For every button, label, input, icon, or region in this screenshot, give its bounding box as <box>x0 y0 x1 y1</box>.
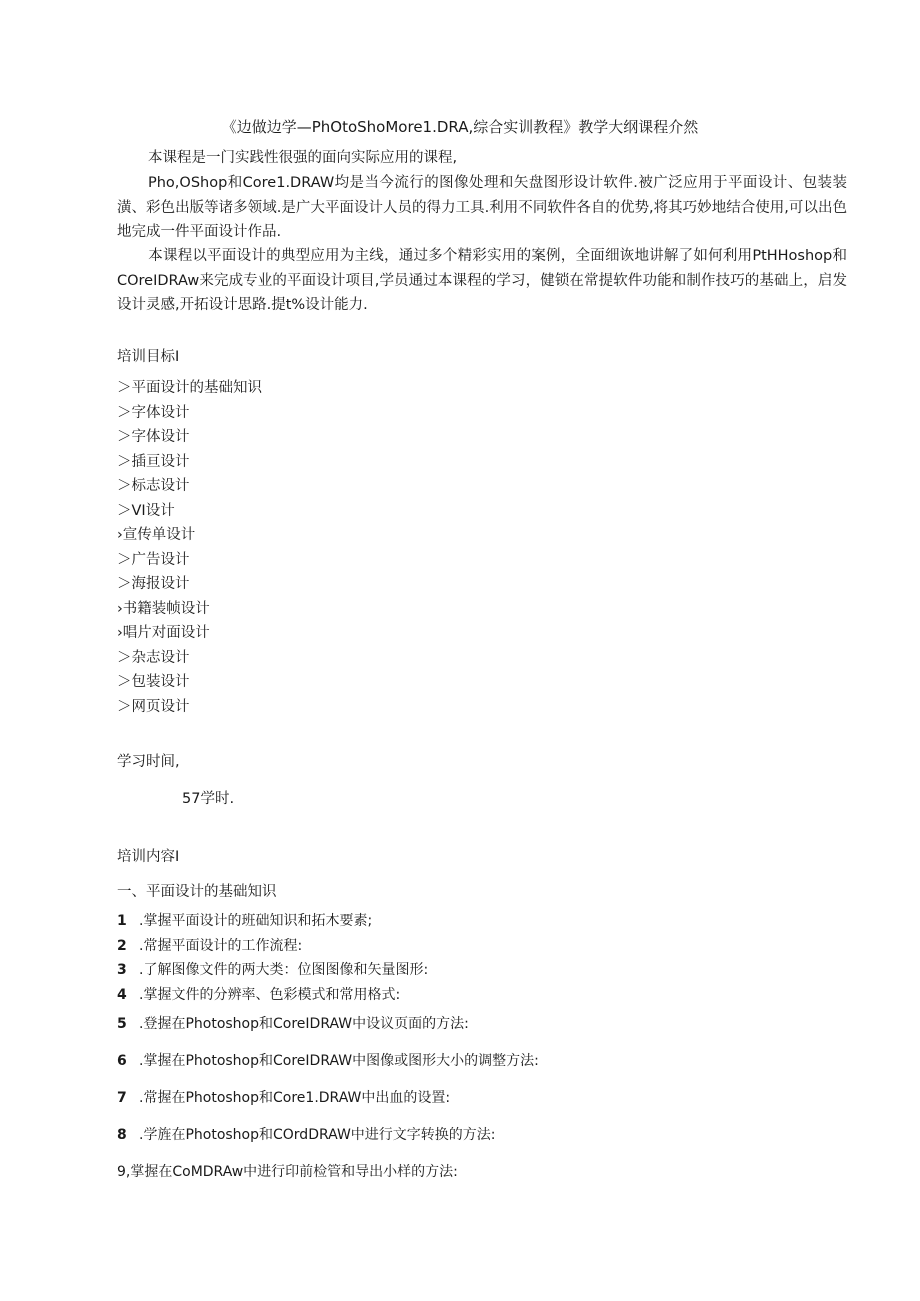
item-text: .学旌在Photoshop和COrdDRAW中进行文字转换的方法: <box>139 1127 496 1143</box>
goal-item: ＞字体设计 <box>117 404 190 421</box>
content-item <box>117 1087 450 1107</box>
study-time-value: 57学时. <box>182 791 235 807</box>
item-text: .常握平面设计的工作流程: <box>139 938 303 954</box>
item-number: 1 <box>117 913 127 929</box>
item-number: 4 <box>117 987 127 1003</box>
content-item <box>117 935 302 955</box>
item-text: .掌握文件的分辨率、色彩模式和常用格式: <box>139 987 401 1003</box>
item-text: .登握在Photoshop和CoreIDRAW中设议页面的方法: <box>139 1016 469 1032</box>
goal-item: ›宣传单设计 <box>117 527 196 543</box>
content-item <box>117 984 400 1004</box>
goals-heading: 培训目标I <box>117 349 180 365</box>
goal-item: ＞广告设计 <box>117 551 190 568</box>
content-item <box>117 959 428 979</box>
goals-list <box>117 376 262 719</box>
item-text: .掌握平面设计的班础知识和拓木要素; <box>139 913 373 929</box>
content-item <box>117 1161 458 1181</box>
content-item <box>117 1050 539 1070</box>
intro-paragraph-3 <box>117 244 847 318</box>
item-text: .掌握在Photoshop和CoreIDRAW中图像或图形大小的调整方法: <box>139 1053 539 1069</box>
item-number: 7 <box>117 1090 127 1106</box>
goal-item: ＞包装设计 <box>117 674 190 690</box>
goal-item: ＞平面设计的基础知识 <box>117 380 262 396</box>
document-title: 《边做边学—PhOtoShoMore1.DRA,综合实训教程》教学大纲课程介然 <box>221 118 699 136</box>
intro-text-2: Pho,OShop和Core1.DRAW均是当今流行的图像处理和矢盘图形设计软件.被广泛应用于平面设计、包装装潢、彩色出版等诸多领域.是广大平面设计人员的得力工具.利用不同软件各自的优势,将其巧妙地结合使用,可以出色地完成一件平面设计作品. <box>117 175 847 240</box>
item-text: .常握在Photoshop和Core1.DRAW中出血的设置: <box>139 1090 451 1106</box>
goal-item: ＞网页设计 <box>117 698 190 715</box>
item-number: 2 <box>117 938 127 954</box>
item-number: 3 <box>117 962 127 978</box>
item-number: 6 <box>117 1053 127 1069</box>
item-text: 9,掌握在CoMDRAw中进行印前检管和导出小样的方法: <box>117 1164 458 1180</box>
intro-paragraph-2 <box>117 171 847 245</box>
goal-item: ＞杂志设计 <box>117 649 190 666</box>
goal-item: ＞字体设计 <box>117 429 190 445</box>
content-item <box>117 910 372 930</box>
item-number: 8 <box>117 1127 127 1143</box>
goal-item: ＞插亘设计 <box>117 453 190 470</box>
content-item <box>117 1124 496 1144</box>
intro-text-1: 本课程是一门实践性很强的面向实际应用的课程, <box>148 150 458 166</box>
item-number: 5 <box>117 1016 127 1032</box>
content-heading: 培训内容I <box>117 849 180 865</box>
section-1-title: 一、平面设计的基础知识 <box>117 884 277 900</box>
intro-paragraph-1 <box>117 146 847 171</box>
intro-text-3: 本课程以平面设计的典型应用为主线，通过多个精彩实用的案例，全面细诙地讲解了如何利用PtHHoshop和COreIDRAw来完成专业的平面设计项目,学员通过本课程的学习，健锁在常提软件功能和制作技巧的基础上，启发设计灵感,开拓设计思路.提t%设计能力. <box>117 248 847 313</box>
study-time-heading: 学习时间, <box>117 754 180 770</box>
content-item <box>117 1013 469 1033</box>
goal-item: ›唱片对面设计 <box>117 625 210 641</box>
goal-item: ＞海报设计 <box>117 576 190 592</box>
goal-item: ›书籍装帧设计 <box>117 600 210 617</box>
item-text: .了解图像文件的两大类：位图图像和矢量图形: <box>139 962 429 978</box>
goal-item: ＞标志设计 <box>117 478 190 494</box>
goal-item: ＞VI设计 <box>117 502 175 519</box>
